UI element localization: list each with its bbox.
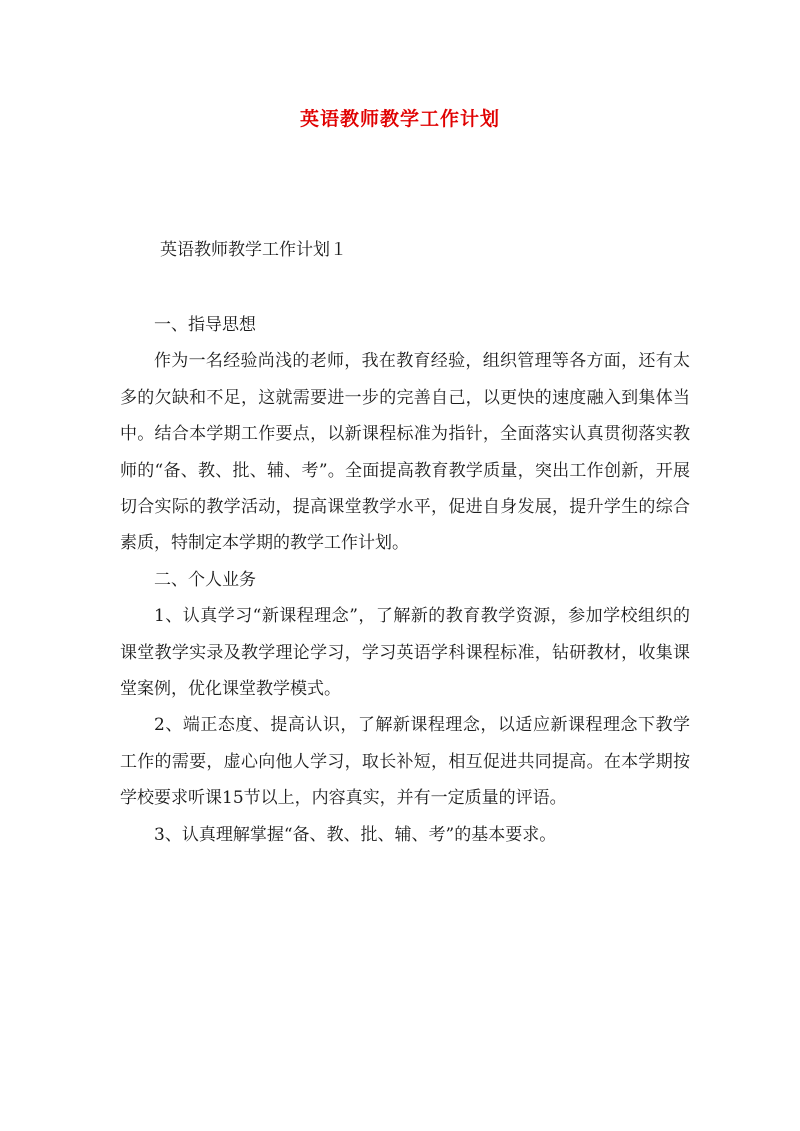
section-heading-personal-work: 二、个人业务	[154, 569, 256, 590]
section-heading-guiding-ideology: 一、指导思想	[154, 315, 256, 335]
paragraph-item-2: 2、端正态度、提高认识，了解新课程理念，以适应新课程理念下教学工作的需要，虚心向他人学习，取长补短，相互促进共同提高。在本学期按学校要求听课15节以上，内容真实，并有一定质量的评语。	[120, 715, 690, 809]
document-subtitle: 英语教师教学工作计划１	[160, 240, 347, 260]
document-body	[120, 307, 690, 853]
paragraph-item-1: 1、认真学习“新课程理念”，了解新的教育教学资源，参加学校组织的课堂教学实录及教学理论学习，学习英语学科课程标准，钻研教材，收集课堂案例，优化课堂教学模式。	[120, 606, 690, 700]
document-title: 英语教师教学工作计划	[299, 108, 500, 130]
paragraph-item-3: 3、认真理解掌握“备、教、批、辅、考”的基本要求。	[154, 824, 557, 845]
paragraph-guiding-ideology: 作为一名经验尚浅的老师，我在教育经验，组织管理等各方面，还有太多的欠缺和不足，这就需要进一步的完善自己，以更快的速度融入到集体当中。结合本学期工作要点，以新课程标准为指针，全面落实认真贯彻落实教师的“备、教、批、辅、考”。全面提高教育教学质量，突出工作创新，开展切合实际的教学活动，提高课堂教学水平，促进自身发展，提升学生的综合素质，特制定本学期的教学工作计划。	[120, 351, 690, 554]
